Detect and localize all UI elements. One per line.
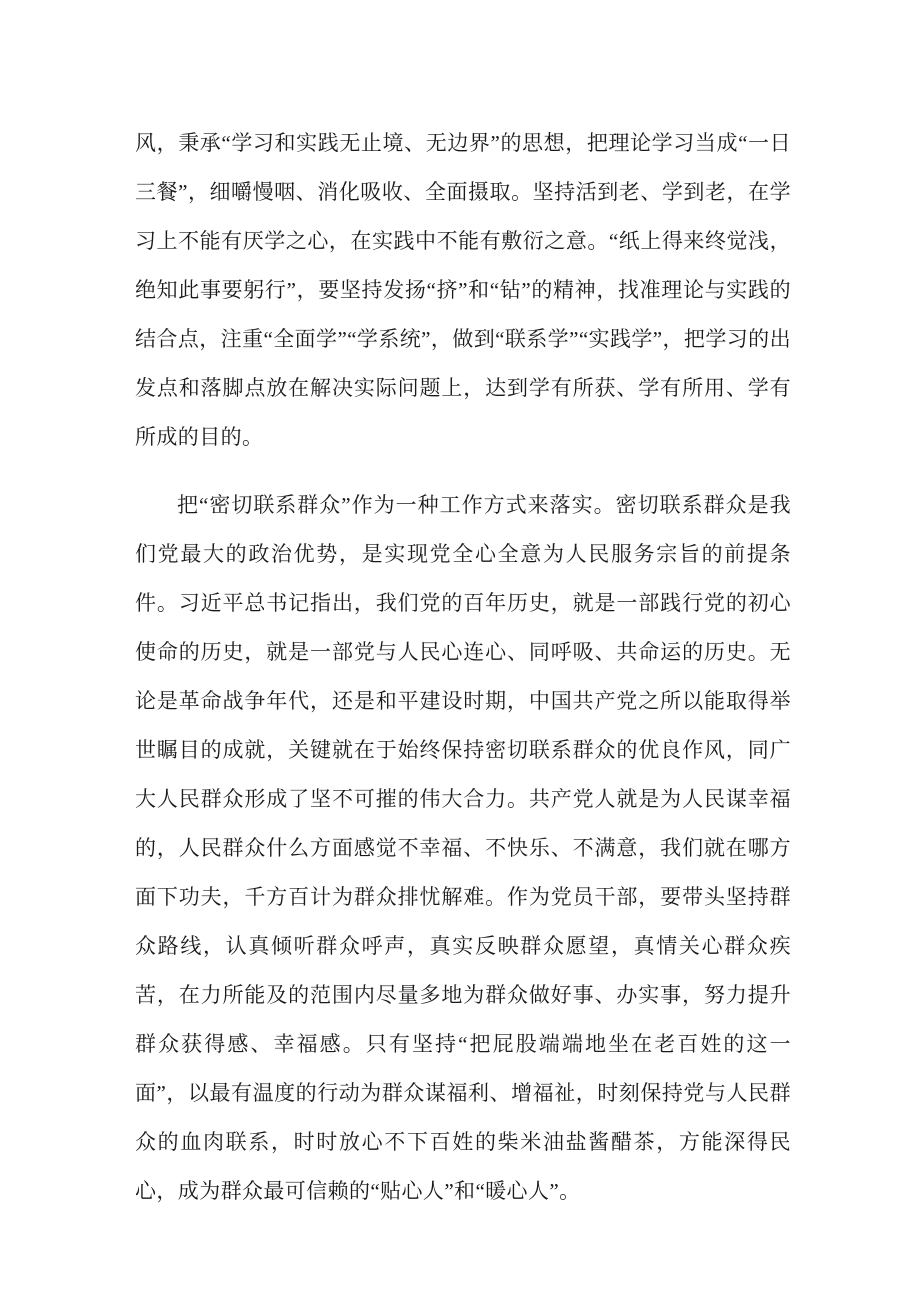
paragraph-continuation: 风，秉承“学习和实践无止境、无边界”的思想，把理论学习当成“一日三餐”，细嚼慢咽、消化吸收、全面摄取。坚持活到老、学到老，在学习上不能有厌学之心，在实践中不能有敷衍之意。“纸上得来终觉浅，绝知此事要躬行”，要坚持发扬“挤”和“钻”的精神，找准理论与实践的结合点，注重“全面学”“学系统”，做到“联系学”“实践学”，把学习的出发点和落脚点放在解决实际问题上，达到学有所获、学有所用、学有所成的目的。	[135, 131, 791, 449]
paragraph-body: 把“密切联系群众”作为一种工作方式来落实。密切联系群众是我们党最大的政治优势，是实现党全心全意为人民服务宗旨的前提条件。习近平总书记指出，我们党的百年历史，就是一部践行党的初心使命的历史，就是一部党与人民心连心、同呼吸、共命运的历史。无论是革命战争年代，还是和平建设时期，中国共产党之所以能取得举世瞩目的成就，关键就在于始终保持密切联系群众的优良作风，同广大人民群众形成了坚不可摧的伟大合力。共产党人就是为人民谋幸福的，人民群众什么方面感觉不幸福、不快乐、不满意，我们就在哪方面下功夫，千方百计为群众排忧解难。作为党员干部，要带头坚持群众路线，认真倾听群众呼声，真实反映群众愿望，真情关心群众疾苦，在力所能及的范围内尽量多地为群众做好事、办实事，努力提升群众获得感、幸福感。只有坚持“把屁股端端地坐在老百姓的这一面”，以最有温度的行动为群众谋福利、增福祉，时刻保持党与人民群众的血肉联系，时时放心不下百姓的柴米油盐酱醋茶，方能深得民心，成为群众最可信赖的“贴心人”和“暖心人”。	[135, 493, 791, 1203]
